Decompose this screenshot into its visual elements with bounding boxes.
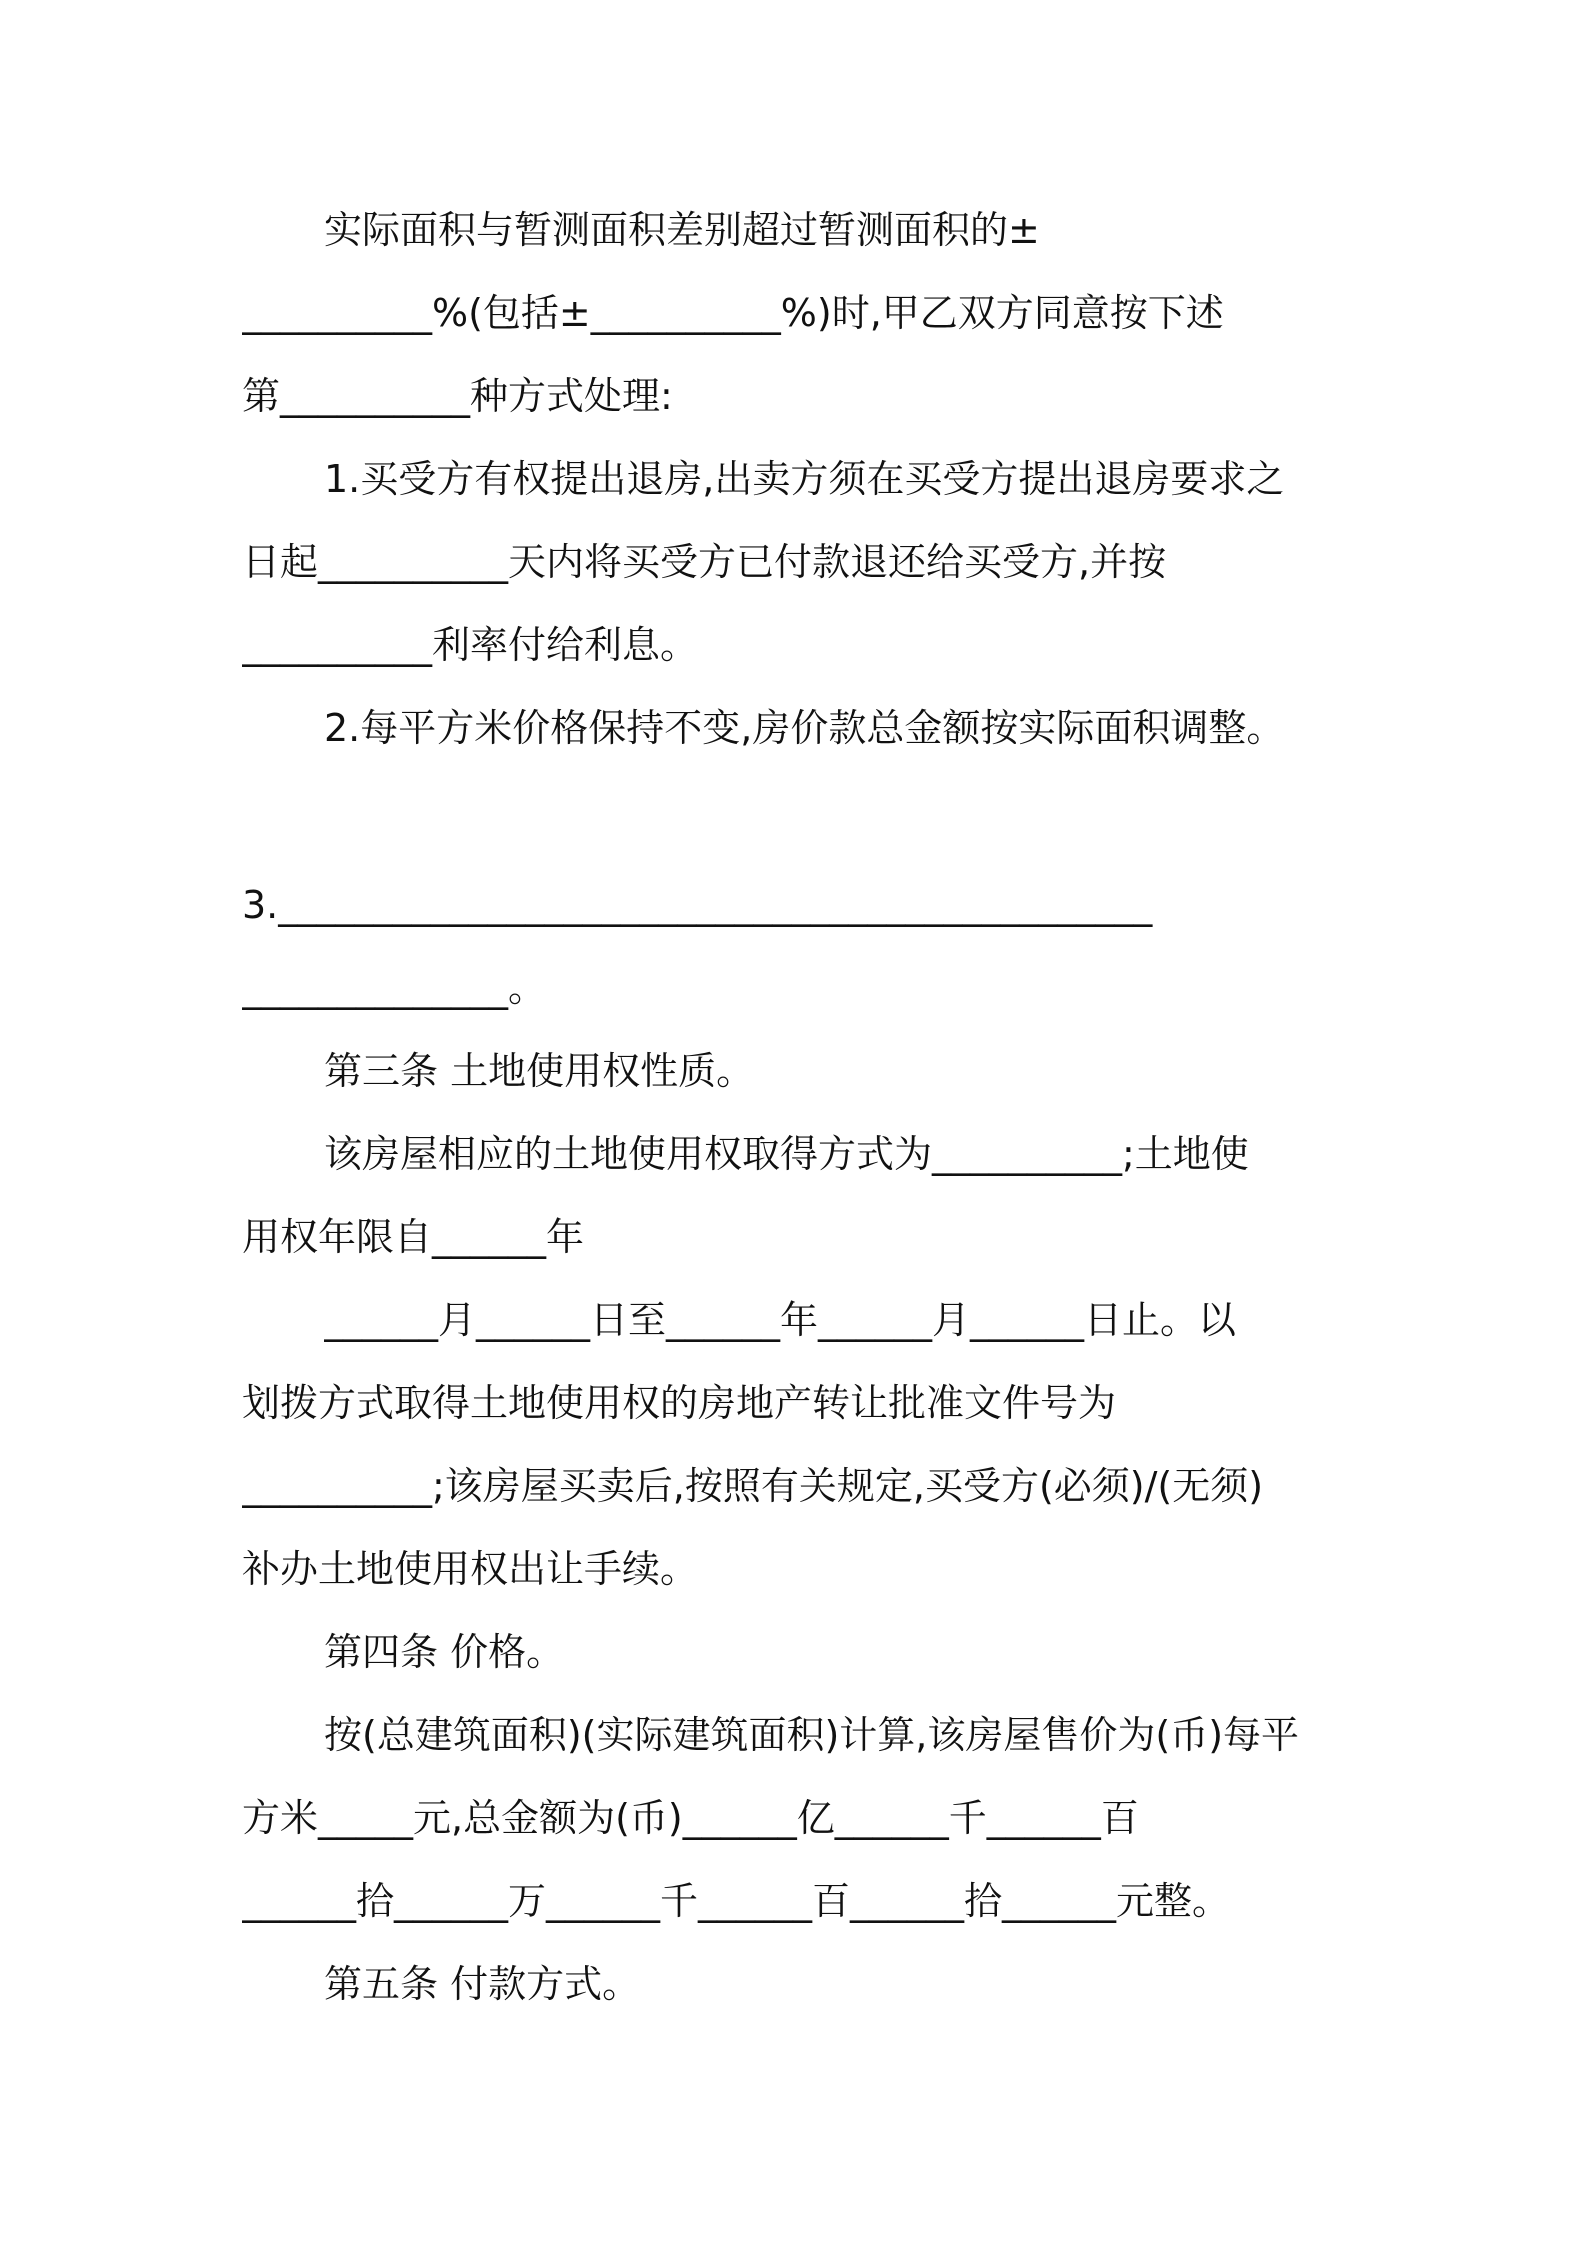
line-8-text: 3.______________________________________________ <box>242 883 1153 927</box>
line-6-text: __________利率付给利息。 <box>242 623 699 667</box>
section-heading-article-3 <box>324 1041 1362 1101</box>
paragraph-line-19 <box>242 1788 1362 1848</box>
line-9-text: ______________。 <box>242 966 547 1010</box>
paragraph-line-2 <box>242 283 1362 343</box>
line-11-text: 该房屋相应的土地使用权取得方式为__________;土地使 <box>324 1132 1249 1176</box>
paragraph-line-16 <box>242 1539 1362 1599</box>
paragraph-line-6 <box>242 615 1362 675</box>
paragraph-line-1 <box>324 200 1362 260</box>
section-heading-article-4 <box>324 1622 1362 1682</box>
paragraph-line-14 <box>242 1373 1362 1433</box>
line-21-text: 第五条 付款方式。 <box>324 1962 641 2006</box>
paragraph-line-12 <box>242 1207 1362 1267</box>
line-15-text: __________;该房屋买卖后,按照有关规定,买受方(必须)/(无须) <box>242 1464 1264 1508</box>
line-1-text: 实际面积与暂测面积差别超过暂测面积的± <box>324 208 1040 252</box>
line-16-text: 补办土地使用权出让手续。 <box>242 1547 699 1591</box>
paragraph-line-15 <box>242 1456 1362 1516</box>
line-7-text: 2.每平方米价格保持不变,房价款总金额按实际面积调整。 <box>324 706 1285 750</box>
line-14-text: 划拨方式取得土地使用权的房地产转让批准文件号为 <box>242 1381 1117 1425</box>
line-10-text: 第三条 土地使用权性质。 <box>324 1049 755 1093</box>
line-17-text: 第四条 价格。 <box>324 1630 565 1674</box>
line-13-text: ______月______日至______年______月______日止。以 <box>324 1298 1237 1342</box>
paragraph-line-5 <box>242 532 1362 592</box>
line-18-text: 按(总建筑面积)(实际建筑面积)计算,该房屋售价为(币)每平 <box>324 1713 1300 1757</box>
line-5-text: 日起__________天内将买受方已付款退还给买受方,并按 <box>242 540 1167 584</box>
paragraph-line-20 <box>242 1871 1362 1931</box>
paragraph-line-3 <box>242 366 1362 426</box>
paragraph-line-18 <box>324 1705 1362 1765</box>
line-3-text: 第__________种方式处理: <box>242 374 673 418</box>
paragraph-line-13 <box>324 1290 1362 1350</box>
line-20-text: ______拾______万______千______百______拾______元整。 <box>242 1879 1231 1923</box>
paragraph-line-4 <box>324 449 1362 509</box>
line-4-text: 1.买受方有权提出退房,出卖方须在买受方提出退房要求之 <box>324 457 1285 501</box>
line-19-text: 方米_____元,总金额为(币)______亿______千______百 <box>242 1796 1139 1840</box>
paragraph-line-11 <box>324 1124 1362 1184</box>
paragraph-line-8 <box>242 875 1362 935</box>
line-12-text: 用权年限自______年 <box>242 1215 585 1259</box>
paragraph-line-7 <box>324 698 1362 758</box>
paragraph-line-9 <box>242 958 1362 1018</box>
section-heading-article-5 <box>324 1954 1362 2014</box>
line-2-text: __________%(包括±__________%)时,甲乙双方同意按下述 <box>242 291 1224 335</box>
